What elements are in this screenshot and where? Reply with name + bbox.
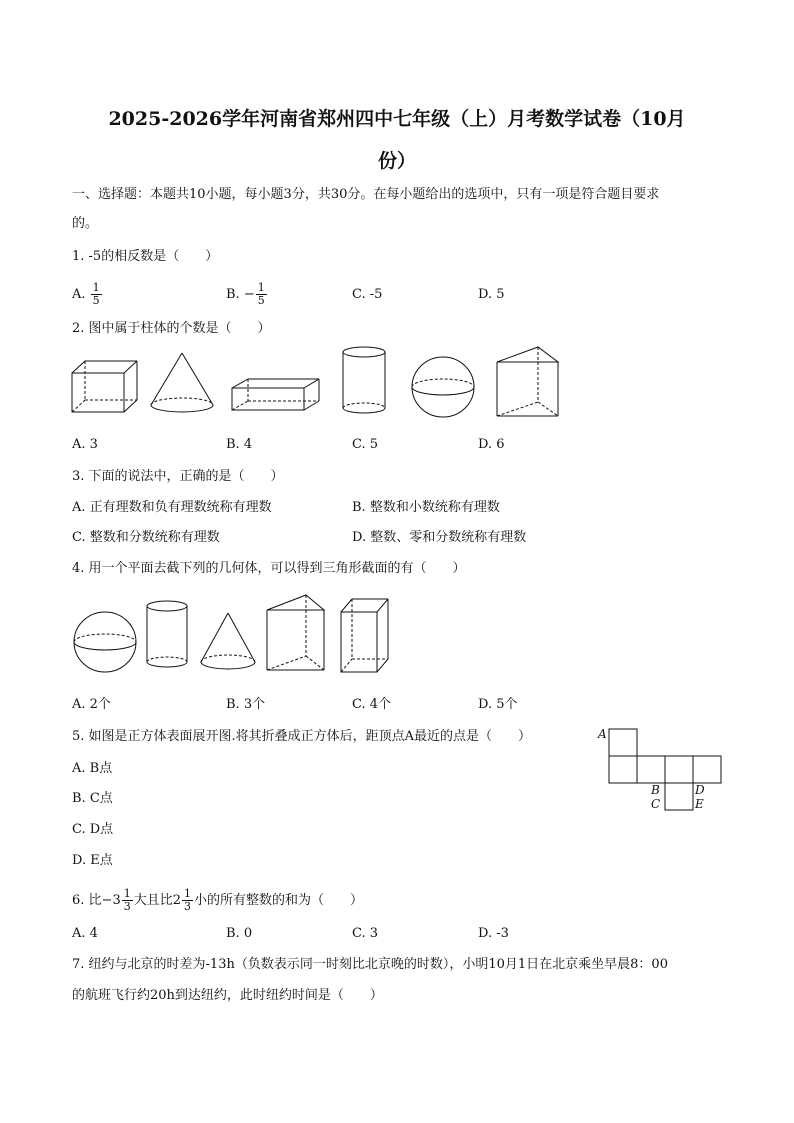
q2-triangular-prism-figure <box>496 346 560 418</box>
q1-option-b: B. − $\frac{1}{5}$ <box>226 281 265 307</box>
q4-option-a: A. 2个 <box>72 697 111 712</box>
q2-stem: 2. 图中属于柱体的个数是（ ） <box>72 321 271 336</box>
q4-cone-figure <box>200 612 256 672</box>
q2-sphere-figure <box>410 355 476 419</box>
q3-option-a: A. 正有理数和负有理数统称有理数 <box>72 500 272 515</box>
q4-stem: 4. 用一个平面去截下列的几何体，可以得到三角形截面的有（ ） <box>72 561 466 576</box>
q2-option-b: B. 4 <box>226 437 253 452</box>
section-heading-line1: 一、选择题：本题共10小题，每小题3分，共30分。在每小题给出的选项中，只有一项是符合题目要求 <box>72 187 660 202</box>
q1-b-fraction: $\frac{1}{5}$ <box>257 281 265 307</box>
q5-option-a: A. B点 <box>72 761 113 776</box>
q6-option-d: D. -3 <box>478 926 509 941</box>
q2-option-c: C. 5 <box>352 437 379 452</box>
q1-a-fraction: $\frac{1}{5}$ <box>92 281 100 307</box>
q1-stem: 1. -5的相反数是（ ） <box>72 249 219 264</box>
q2-option-a: A. 3 <box>72 437 98 452</box>
q4-option-d: D. 5个 <box>478 697 518 712</box>
section-heading-line2: 的。 <box>72 216 99 231</box>
q4-sphere-figure <box>72 610 138 674</box>
q5-option-d: D. E点 <box>72 853 113 868</box>
q6-option-a: A. 4 <box>72 926 98 941</box>
q7-stem-line2: 的航班飞行约20h到达纽约，此时纽约时间是（ ） <box>72 988 383 1003</box>
q4-triangular-prism-figure <box>266 594 326 672</box>
q5-label-e: E <box>695 797 704 811</box>
q5-label-d: D <box>695 783 705 797</box>
q2-cone-figure <box>150 352 216 416</box>
q4-option-b: B. 3个 <box>226 697 266 712</box>
q3-option-c: C. 整数和分数统称有理数 <box>72 530 220 545</box>
q2-cylinder-figure <box>342 346 386 416</box>
q1-option-a: A. $\frac{1}{5}$ <box>72 281 100 307</box>
q1-option-c: C. -5 <box>352 287 383 302</box>
q6-option-b: B. 0 <box>226 926 253 941</box>
q3-option-b: B. 整数和小数统称有理数 <box>352 500 500 515</box>
q6-fraction-1: $\frac{1}{3}$ <box>123 887 131 913</box>
q6-option-c: C. 3 <box>352 926 379 941</box>
q2-flat-cuboid-figure <box>232 378 320 412</box>
q2-cuboid-figure <box>72 360 138 414</box>
q4-cube-figure <box>340 598 390 674</box>
q2-option-d: D. 6 <box>478 437 505 452</box>
q5-stem: 5. 如图是正方体表面展开图.将其折叠成正方体后，距顶点A最近的点是（ ） <box>72 729 532 744</box>
q5-label-c: C <box>651 797 661 811</box>
page-title-line1: 2025-2026学年河南省郑州四中七年级（上）月考数学试卷（10月 <box>108 108 686 130</box>
q5-option-b: B. C点 <box>72 791 113 806</box>
q3-stem: 3. 下面的说法中，正确的是（ ） <box>72 469 284 484</box>
q5-option-c: C. D点 <box>72 822 114 837</box>
page-title-line2: 份） <box>377 150 416 172</box>
q6-stem: 6. 比−3 $\frac{1}{3}$ 大且比2 $\frac{1}{3}$ 小的所有整数的和为（ ） <box>72 887 364 913</box>
q6-fraction-2: $\frac{1}{3}$ <box>184 887 192 913</box>
q5-cube-net-diagram <box>608 728 722 812</box>
q5-label-a: A <box>598 727 607 741</box>
q7-stem-line1: 7. 纽约与北京的时差为-13h（负数表示同一时刻比北京晚的时数），小明10月1日在北京乘坐早晨8：00 <box>72 957 668 972</box>
q4-cylinder-figure <box>146 600 188 670</box>
q5-label-b: B <box>651 783 660 797</box>
q3-option-d: D. 整数、零和分数统称有理数 <box>352 530 527 545</box>
q4-option-c: C. 4个 <box>352 697 392 712</box>
q1-option-d: D. 5 <box>478 287 505 302</box>
